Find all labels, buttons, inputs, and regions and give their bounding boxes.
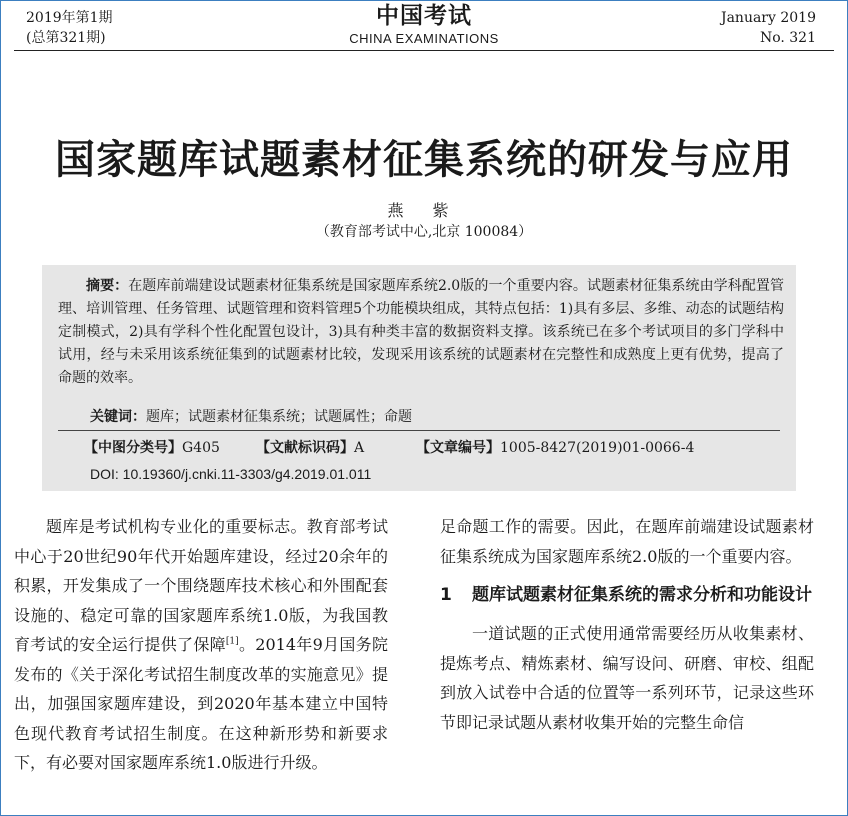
keywords-label: 关键词： [90,409,146,425]
total-issue-number: (总第321期) [26,30,106,46]
author-affiliation: （教育部考试中心,北京 100084） [315,224,533,240]
body-column-left [14,512,388,778]
issue-year-number: 2019年第1期 [26,10,113,26]
header-date [721,8,816,48]
article-no-value: 1005-8427(2019)01-0066-4 [500,440,695,456]
body-paragraph [14,512,388,778]
body-paragraph: 一道试题的正式使用通常需要经历从收集素材、提炼考点、精炼素材、编写设问、研磨、审校、组配到放入试卷中合适的位置等一系列环节，记录这些环节即记录试题从素材收集开始的完整生命信 [440,624,814,732]
issue-date: January 2019 [720,10,816,26]
section-heading [440,579,814,611]
section-title: 题库试题素材征集系统的需求分析和功能设计 [472,585,812,605]
abstract-paragraph [58,275,784,390]
keywords-text: 题库；试题素材征集系统；试题属性；命题 [146,409,412,425]
journal-english-name: CHINA EXAMINATIONS [349,31,499,46]
article-title: 国家题库试题素材征集系统的研发与应用 [55,136,793,183]
article-author: 燕 紫 [387,201,461,220]
citation-ref[interactable]: [1] [225,636,239,647]
header-divider [14,50,834,51]
abstract-text: 在题库前端建设试题素材征集系统是国家题库系统2.0版的一个重要内容。试题素材征集系统由学科配置管理、培训管理、任务管理、试题管理和资料管理5个功能模块组成，其特点包括：1)具有多层、多维、动态的试题结构定制模式，2)具有学科个性化配置包设计，3)具有种类丰富的数据资料支撑。该系统已在多个考试项目的多门学科中试用，经与未采用该系统征集到的试题素材比较，发现采用该系统的试题素材在完整性和成熟度上更有优势，提高了命题的效率。 [58,278,784,386]
abstract-box [42,265,796,491]
document-code [256,438,364,458]
article-number [416,438,694,458]
doc-code-label: 【文献标识码】 [256,440,354,456]
clc-value: G405 [182,440,220,456]
clc-label: 【中图分类号】 [84,440,182,456]
abstract-divider [58,430,780,431]
paragraph-text: 题库是考试机构专业化的重要标志。教育部考试中心于20世纪90年代开始题库建设，经过20余年的积累，开发集成了一个围绕题库技术核心和外围配套设施的、稳定可靠的国家题库系统1.0版，为我国教育考试的安全运行提供了保障 [14,517,388,654]
article-no-label: 【文章编号】 [416,440,500,456]
abstract-label: 摘要： [86,278,129,294]
doi: DOI: 10.19360/j.cnki.11-3303/g4.2019.01.011 [90,466,372,482]
journal-logo: 中国考试 [376,2,472,29]
doc-code-value: A [354,440,365,456]
issue-number-en: No. 321 [759,30,816,46]
keywords-line [90,407,412,427]
section-number: 1 [440,585,452,605]
paragraph-text: 。2014年9月国务院发布的《关于深化考试招生制度改革的实施意见》提出，加强国家题库建设，到2020年基本建立中国特色现代教育考试招生制度。在这种新形势和新要求下，有必要对国家题库系统1.0版进行升级。 [14,635,388,772]
clc-number [84,438,220,458]
body-paragraph: 足命题工作的需要。因此，在题库前端建设试题素材征集系统成为国家题库系统2.0版的一个重要内容。 [440,517,814,566]
body-column-right [440,512,814,737]
